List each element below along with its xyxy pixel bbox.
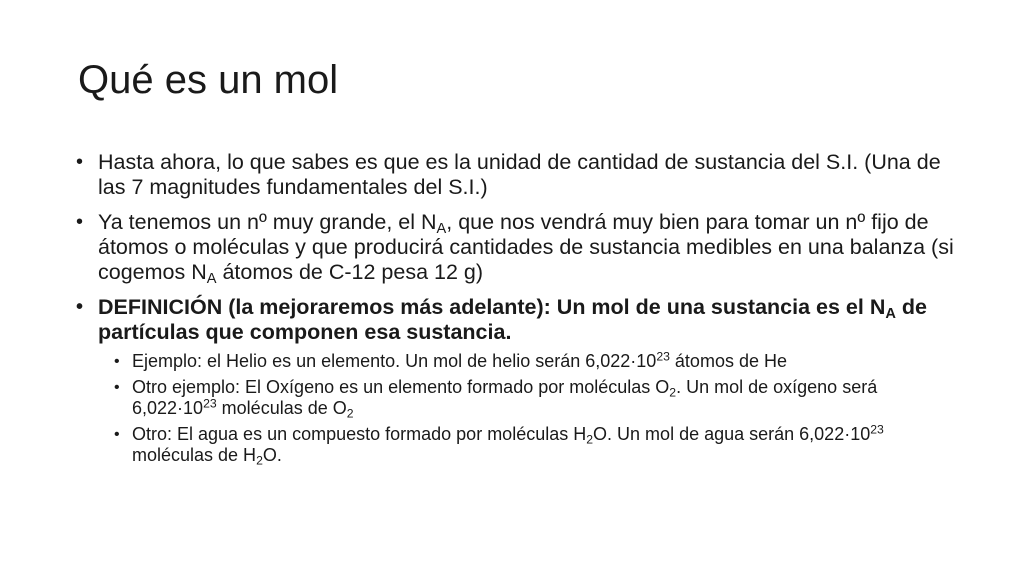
subscript-a: A xyxy=(206,271,217,288)
subscript-a: A xyxy=(436,221,447,238)
subscript-2: 2 xyxy=(346,406,354,421)
bullet-2-text-2: , que nos vendrá muy bien para tomar un nº fijo de átomos o moléculas y que producirá cantidades de sustancia medibles en una balanza (si cogemos N xyxy=(98,210,954,284)
subscript-2: 2 xyxy=(586,432,594,447)
sub-bullet-2-text-2: . Un mol de oxígeno será 6,022·10 xyxy=(132,377,878,418)
bullet-1 xyxy=(74,150,954,200)
bullet-3-definition xyxy=(74,295,954,345)
sub-bullet-2-text-3: moléculas de O xyxy=(216,398,347,418)
bullet-2-text-1: Ya tenemos un nº muy grande, el N xyxy=(98,210,437,234)
superscript-23: 23 xyxy=(203,396,217,411)
superscript-23: 23 xyxy=(870,422,884,437)
subscript-2: 2 xyxy=(669,385,677,400)
sub-bullet-2-text-1: Otro ejemplo: El Oxígeno es un elemento formado por moléculas O xyxy=(132,377,670,397)
sub-bullet-1 xyxy=(74,351,954,372)
sub-bullet-3-text-3: moléculas de H xyxy=(132,445,257,465)
sub-bullet-3-text-4: O. xyxy=(262,445,282,465)
bullet-3-text-1: DEFINICIÓN (la mejoraremos más adelante): Un mol de una sustancia es el N xyxy=(98,295,886,319)
sub-bullet-3 xyxy=(74,424,954,466)
bullet-2-text-3: átomos de C-12 pesa 12 g) xyxy=(216,260,484,284)
slide-content xyxy=(74,150,954,471)
superscript-23: 23 xyxy=(656,349,670,364)
bullet-dot-icon: • xyxy=(76,296,84,318)
bullet-2 xyxy=(74,210,954,288)
bullet-dot-icon: • xyxy=(114,379,120,396)
sub-bullet-3-text-1: Otro: El agua es un compuesto formado por moléculas H xyxy=(132,424,587,444)
sub-bullet-2 xyxy=(74,377,954,419)
slide-title: Qué es un mol xyxy=(78,58,339,102)
subscript-2: 2 xyxy=(256,453,263,468)
bullet-dot-icon: • xyxy=(76,211,84,233)
subscript-a: A xyxy=(885,306,896,323)
bullet-3-text-2: de partículas que componen esa sustancia. xyxy=(98,295,928,344)
bullet-dot-icon: • xyxy=(114,426,120,443)
sub-bullet-3-text-2: O. Un mol de agua serán 6,022·10 xyxy=(593,424,871,444)
bullet-1-text: Hasta ahora, lo que sabes es que es la unidad de cantidad de sustancia del S.I. (Una de las 7 magnitudes fundamentales del S.I.) xyxy=(98,150,941,199)
sub-bullet-1-text-1: Ejemplo: el Helio es un elemento. Un mol de helio serán 6,022·10 xyxy=(132,351,657,371)
bullet-dot-icon: • xyxy=(76,151,84,173)
sub-bullet-1-text-2: átomos de He xyxy=(669,351,787,371)
bullet-dot-icon: • xyxy=(114,353,120,370)
